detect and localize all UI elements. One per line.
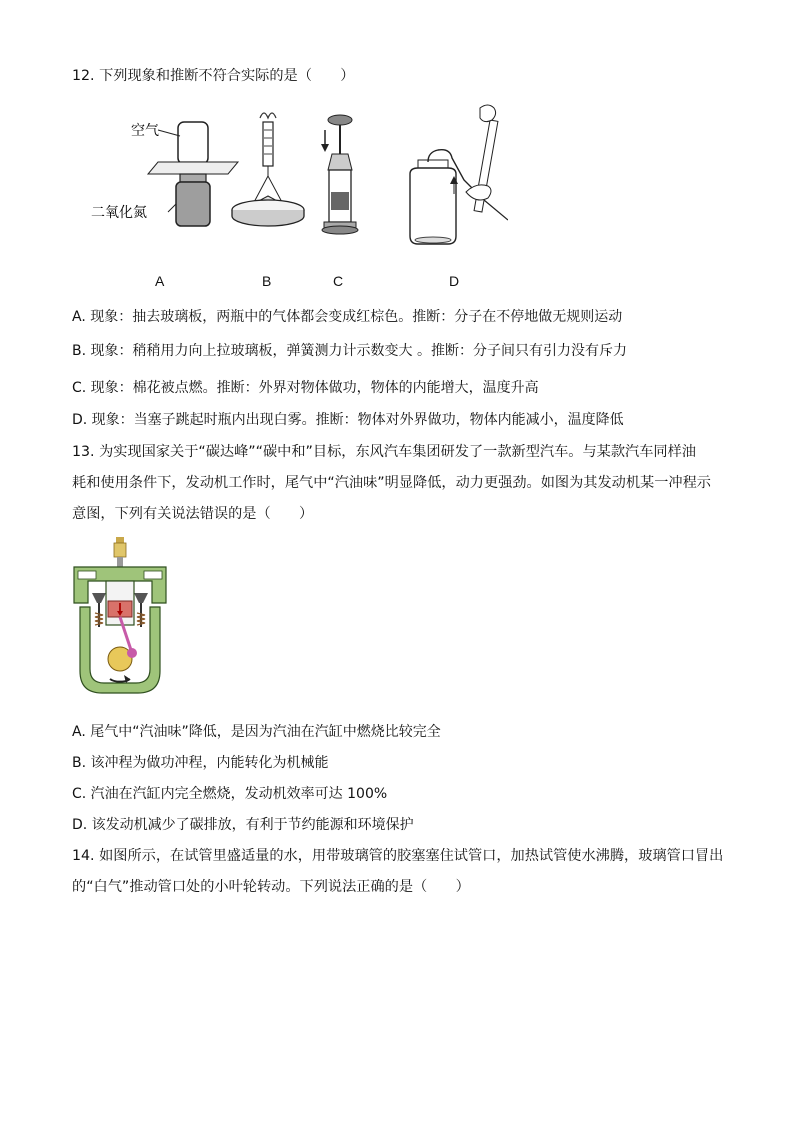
q12-option-d: D. 现象：当塞子跳起时瓶内出现白雾。推断：物体对外界做功，物体内能减小，温度降低 [72,412,624,428]
q12-option-b: B. 现象：稍稍用力向上拉玻璃板，弹簧测力计示数变大 。推断：分子间只有引力没有斥力 [72,343,627,359]
panel-label-a: A [155,273,165,289]
label-no2: 二氧化氮 [91,205,147,221]
q12-figure [88,100,508,260]
q14-stem-line-2: 的“白气”推动管口处的小叶轮转动。下列说法正确的是（ ） [72,879,470,895]
label-air: 空气 [131,123,159,139]
panel-label-c: C [333,273,344,289]
q14-stem-line-1: 14. 如图所示，在试管里盛适量的水，用带玻璃管的胶塞塞住试管口，加热试管使水沸腾，玻璃管口冒出 [72,848,724,864]
q12-option-a: A. 现象：抽去玻璃板，两瓶中的气体都会变成红棕色。推断：分子在不停地做无规则运动 [72,309,623,325]
panel-label-b: B [262,273,272,289]
q12-option-c: C. 现象：棉花被点燃。推断：外界对物体做功，物体的内能增大，温度升高 [72,380,539,396]
q13-stem-line-3: 意图，下列有关说法错误的是（ ） [72,506,314,522]
q13-option-a: A. 尾气中“汽油味”降低，是因为汽油在汽缸中燃烧比较完全 [72,724,441,740]
engine-stroke-diagram [70,537,170,705]
panel-c-fire-syringe [321,115,358,234]
q13-option-b: B. 该冲程为做功冲程，内能转化为机械能 [72,755,329,771]
q13-stem-line-2: 耗和使用条件下，发动机工作时，尾气中“汽油味”明显降低，动力更强劲。如图为其发动机某一冲程示 [72,475,711,491]
panel-a-bottles [91,122,238,226]
panel-label-d: D [449,273,460,289]
panel-d-bottle-pump [410,105,508,244]
panel-b-spring-scale [232,113,304,226]
q13-option-d: D. 该发动机减少了碳排放，有利于节约能源和环境保护 [72,817,414,833]
q13-option-c: C. 汽油在汽缸内完全燃烧，发动机效率可达 100% [72,786,388,802]
q13-stem-line-1: 13. 为实现国家关于“碳达峰”“碳中和”目标，东风汽车集团研发了一款新型汽车。与某款汽车同样油 [72,444,696,460]
q12-stem: 12. 下列现象和推断不符合实际的是（ ） [72,68,355,84]
